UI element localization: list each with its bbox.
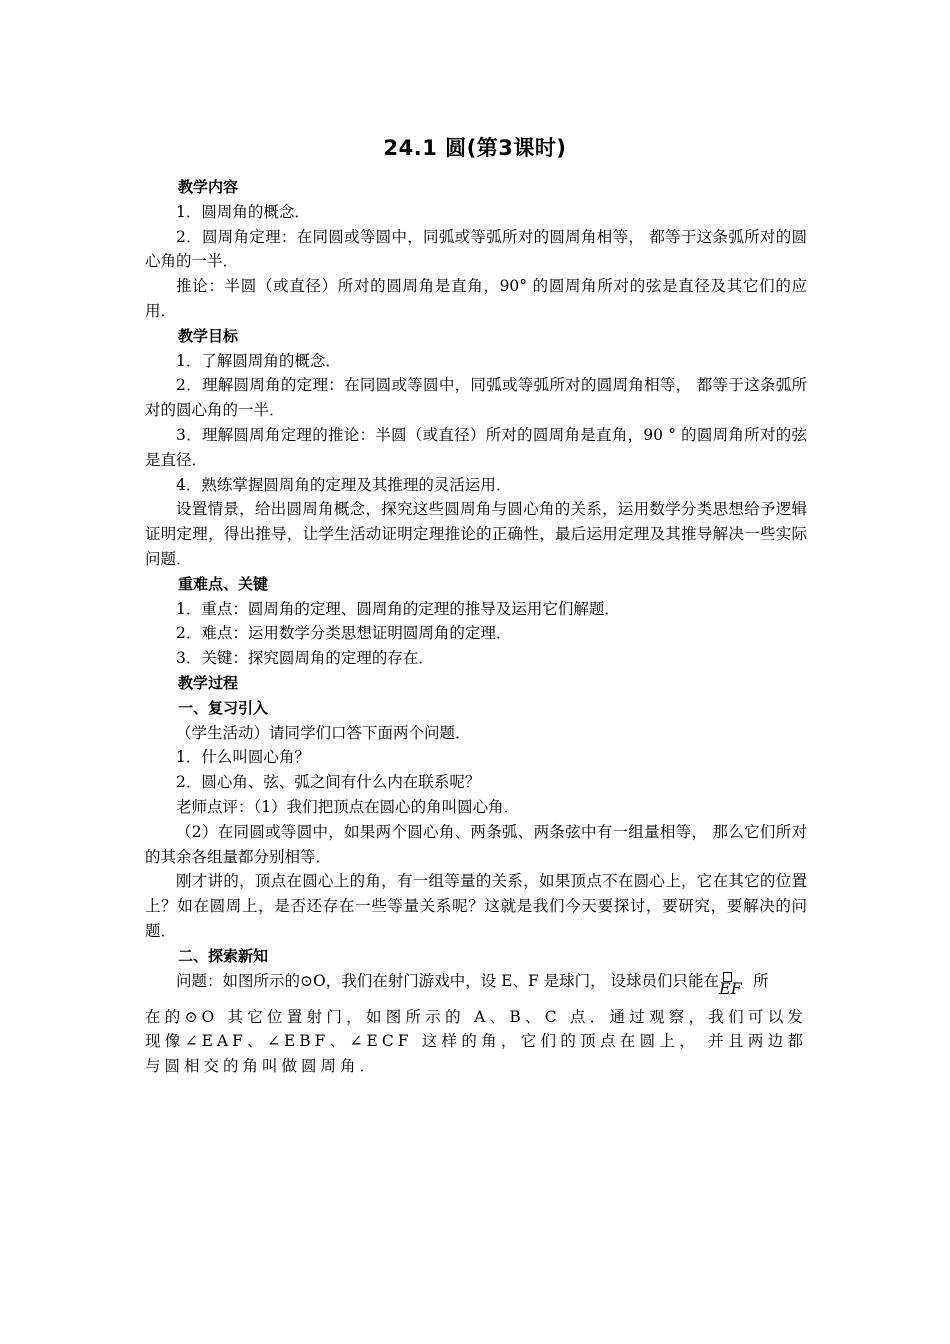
- paragraph: 3．关键：探究圆周角的定理的存在．: [176, 649, 434, 668]
- paragraph: 在的⊙O 其它位置射门，如图所示的 A、B、C 点．通过观察，我们可以发现像∠EAF、∠EBF、∠ECF 这样的角，它们的顶点在圆上， 并且两边都与圆相交的角叫做圆周角．: [145, 1007, 807, 1076]
- document-body: [145, 175, 807, 1079]
- paragraph: 推论：半圆（或直径）所对的圆周角是直角，90° 的圆周角所对的弦是直径及其它们的应用．: [145, 277, 807, 320]
- paragraph: 1．什么叫圆心角？: [176, 748, 310, 767]
- arc-symbol: [719, 969, 753, 998]
- paragraph: 2．难点：运用数学分类思想证明圆周角的定理．: [176, 624, 512, 643]
- section-heading-process: 教学过程: [178, 673, 239, 692]
- subsection-heading-explore: 二、探索新知: [178, 946, 269, 965]
- paragraph: 2．理解圆周角的定理：在同圆或等圆中，同弧或等弧所对的圆周角相等， 都等于这条弧所对的圆心角的一半．: [145, 376, 807, 420]
- paragraph: 1．重点：圆周角的定理、圆周角的定理的推导及运用它们解题．: [176, 599, 620, 618]
- paragraph-text: 所: [753, 971, 769, 990]
- paragraph: 3．理解圆周角定理的推论：半圆（或直径）所对的圆周角是直角，90 ° 的圆周角所对的弦是直径．: [145, 425, 807, 469]
- paragraph: 1．圆周角的概念．: [176, 202, 310, 221]
- paragraph: 4．熟练掌握圆周角的定理及其推理的灵活运用．: [176, 475, 512, 494]
- section-heading-content: 教学内容: [178, 178, 239, 196]
- paragraph: 1．了解圆周角的概念．: [176, 351, 341, 370]
- paragraph: （学生活动）请同学们口答下面两个问题．: [176, 723, 471, 742]
- arc-label: EF: [719, 978, 742, 998]
- section-heading-keys: 重难点、关键: [178, 574, 269, 593]
- section-heading-goals: 教学目标: [178, 326, 239, 345]
- paragraph-text: 问题：如图所示的⊙O，我们在射门游戏中，设 E、F 是球门， 设球员们只能在: [176, 971, 720, 990]
- subsection-heading-review: 一、复习引入: [178, 698, 269, 717]
- paragraph: 刚才讲的，顶点在圆心上的角，有一组等量的关系，如果顶点不在圆心上，它在其它的位置上？如在圆周上，是否还存在一些等量关系呢？这就是我们今天要探讨，要研究，要解决的问题．: [145, 872, 807, 940]
- paragraph: 老师点评：（1）我们把顶点在圆心的角叫圆心角．: [176, 797, 520, 816]
- paragraph: 2．圆周角定理：在同圆或等圆中，同弧或等弧所对的圆周角相等， 都等于这条弧所对的圆心角的一半．: [145, 227, 807, 271]
- paragraph-with-arc: [145, 969, 807, 1005]
- paragraph: 2．圆心角、弦、弧之间有什么内在联系呢？: [176, 773, 481, 792]
- paragraph: （2）在同圆或等圆中，如果两个圆心角、两条弧、两条弦中有一组量相等， 那么它们所对的其余各组量都分别相等．: [145, 822, 807, 866]
- page-title: 24.1 圆(第3课时): [383, 136, 567, 160]
- paragraph: 设置情景，给出圆周角概念，探究这些圆周角与圆心角的关系，运用数学分类思想给予逻辑证明定理，得出推导，让学生活动证明定理推论的正确性，最后运用定理及其推导解决一些实际问题．: [145, 500, 807, 568]
